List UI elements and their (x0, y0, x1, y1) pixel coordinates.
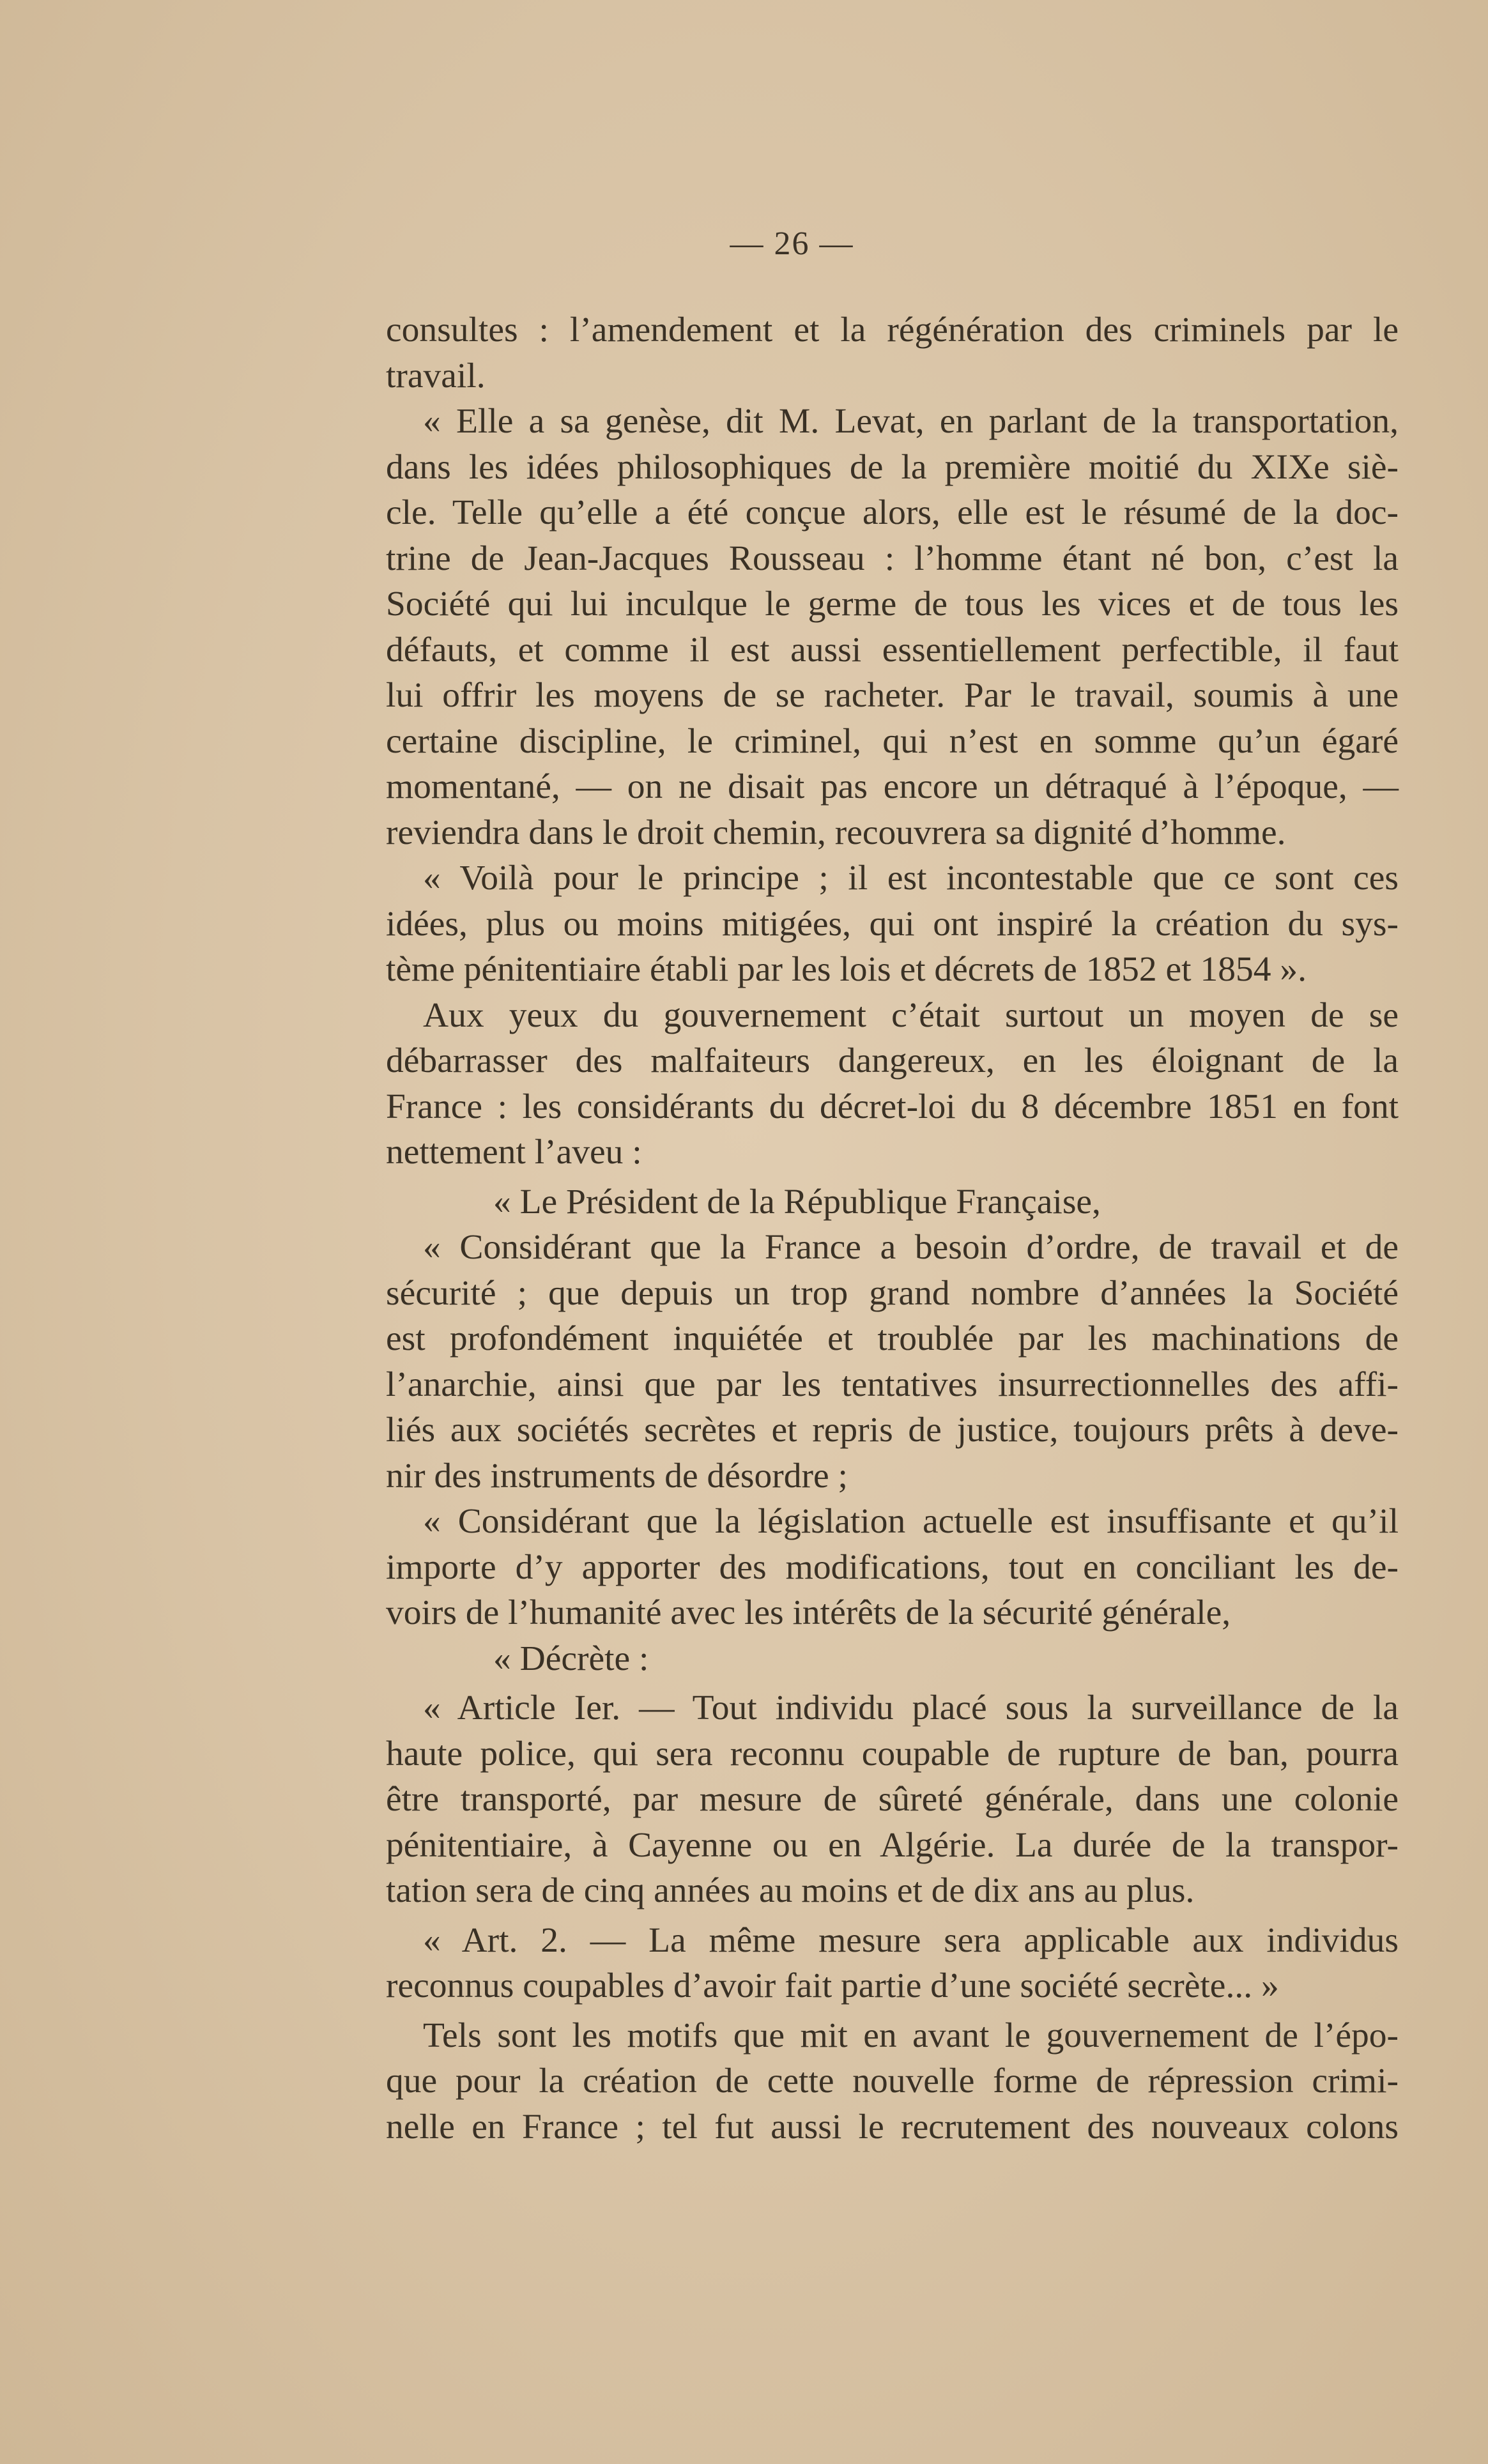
text-line: Tels sont les motifs que mit en avant le gouvernement de l’épo- (423, 2016, 1399, 2055)
text-line: voirs de l’humanité avec les intérêts de la sécurité générale, (386, 1593, 1231, 1632)
text-line: liés aux sociétés secrètes et repris de justice, toujours prêts à deve- (386, 1411, 1399, 1450)
text-line: idées, plus ou moins mitigées, qui ont inspiré la création du sys- (386, 904, 1399, 944)
text-line: France : les considérants du décret-loi du 8 décembre 1851 en font (386, 1087, 1399, 1126)
text-line: « Considérant que la France a besoin d’ordre, de travail et de (423, 1228, 1399, 1267)
text-line: pénitentiaire, à Cayenne ou en Algérie. La durée de la transpor- (386, 1825, 1399, 1865)
page-number: — 26 — (730, 226, 854, 262)
text-line: consultes : l’amendement et la régénération des criminels par le (386, 310, 1399, 349)
text-line: reviendra dans le droit chemin, recouvrera sa dignité d’homme. (386, 813, 1286, 852)
text-line: sécurité ; que depuis un trop grand nombre d’années la Société (386, 1273, 1399, 1313)
text-line: trine de Jean-Jacques Rousseau : l’homme étant né bon, c’est la (386, 539, 1399, 578)
text-line: est profondément inquiétée et troublée par les machinations de (386, 1319, 1399, 1358)
text-line: nir des instruments de désordre ; (386, 1456, 848, 1496)
text-line: dans les idées philosophiques de la première moitié du XIXe siè- (386, 447, 1399, 487)
text-line: lui offrir les moyens de se racheter. Par le travail, soumis à une (386, 676, 1399, 715)
text-line: cle. Telle qu’elle a été conçue alors, elle est le résumé de la doc- (386, 493, 1399, 532)
text-line: tème pénitentiaire établi par les lois et décrets de 1852 et 1854 ». (386, 950, 1307, 989)
text-line: défauts, et comme il est aussi essentiellement perfectible, il faut (386, 630, 1399, 670)
text-line: importe d’y apporter des modifications, tout en conciliant les de- (386, 1547, 1399, 1587)
text-line: « Le Président de la République Française, (493, 1182, 1101, 1221)
body-text (386, 307, 1399, 2150)
text-line: Société qui lui inculque le germe de tous les vices et de tous les (386, 585, 1399, 624)
text-line: travail. (386, 356, 486, 395)
text-line: « Article Ier. — Tout individu placé sous la surveillance de la (423, 1688, 1399, 1727)
text-line: que pour la création de cette nouvelle forme de répression crimi- (386, 2062, 1399, 2101)
text-line: être transporté, par mesure de sûreté générale, dans une colonie (386, 1780, 1399, 1819)
text-line: « Considérant que la législation actuelle est insuffisante et qu’il (423, 1502, 1399, 1541)
text-line: tation sera de cinq années au moins et de dix ans au plus. (386, 1871, 1195, 1910)
text-line: « Art. 2. — La même mesure sera applicable aux individus (423, 1920, 1399, 1960)
text-line: débarrasser des malfaiteurs dangereux, en les éloignant de la (386, 1041, 1399, 1080)
text-line: nelle en France ; tel fut aussi le recrutement des nouveaux colons (386, 2107, 1399, 2146)
text-line: l’anarchie, ainsi que par les tentatives insurrectionnelles des affi- (386, 1365, 1399, 1404)
text-line: nettement l’aveu : (386, 1133, 642, 1172)
text-line: momentané, — on ne disait pas encore un détraqué à l’époque, — (386, 767, 1399, 806)
text-line: « Voilà pour le principe ; il est incontestable que ce sont ces (423, 859, 1399, 898)
text-line: certaine discipline, le criminel, qui n’est en somme qu’un égaré (386, 721, 1399, 761)
text-line: reconnus coupables d’avoir fait partie d’une société secrète... » (386, 1966, 1279, 2005)
text-line: « Elle a sa genèse, dit M. Levat, en parlant de la transportation, (423, 402, 1399, 441)
text-line: haute police, qui sera reconnu coupable de rupture de ban, pourra (386, 1734, 1399, 1773)
text-line: « Décrète : (493, 1639, 649, 1678)
text-line: Aux yeux du gouvernement c’était surtout un moyen de se (423, 995, 1399, 1035)
